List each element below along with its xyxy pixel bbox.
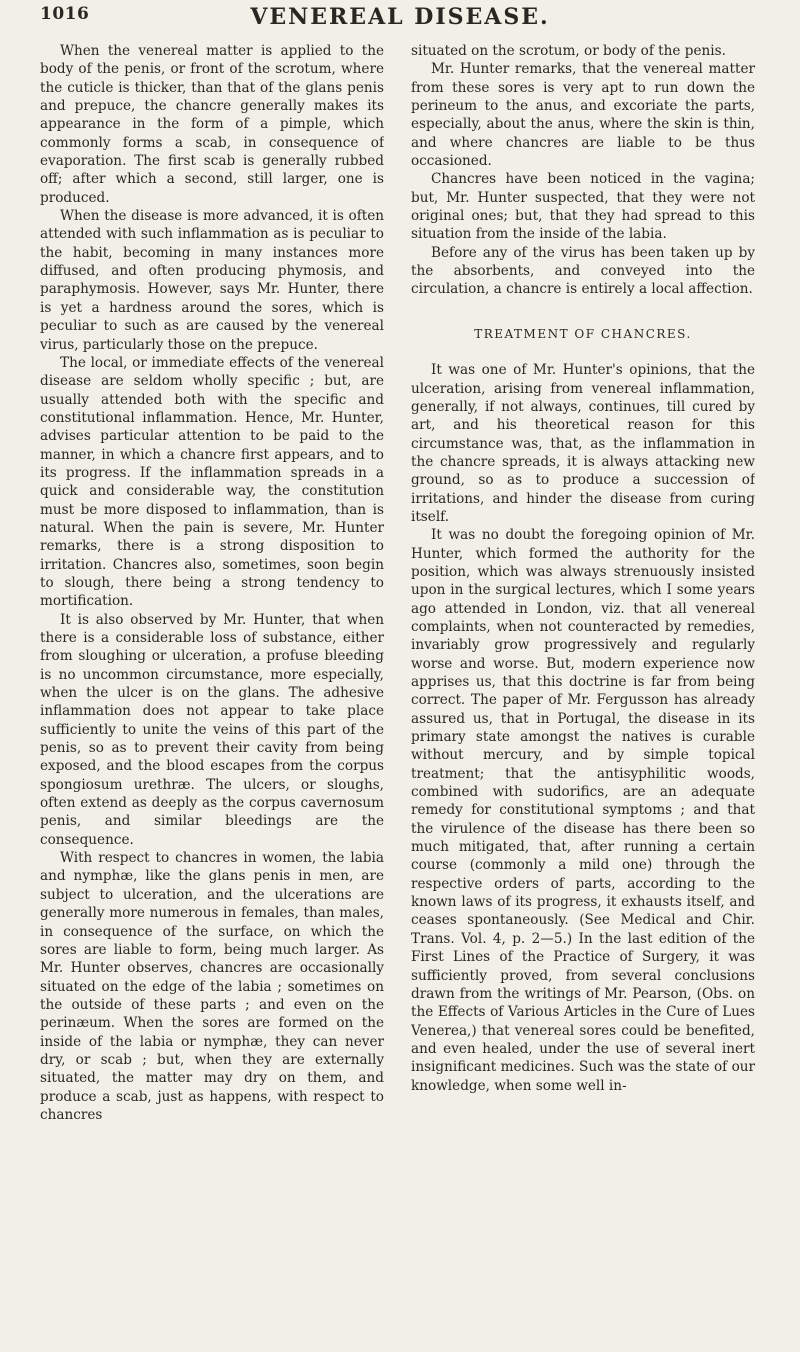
section-heading: TREATMENT OF CHANCRES. [474,326,692,341]
paragraph: When the venereal matter is applied to the body of the penis, or front of the scrotum, where the cuticle is thicker, than that of the glans penis and prepuce, the chancre generally makes its appearance in the form of a pimple, which commonly forms a scab, in consequence of evaporation. The first scab is generally rubbed off; after which a second, still larger, one is produced. [40,43,384,206]
paragraph: With respect to chancres in women, the labia and nymphæ, like the glans penis in men, are subject to ulceration, and the ulcerations are generally more numerous in females, than males, in consequence of the surface, on which the sores are liable to form, being much larger. As Mr. Hunter observes, chancres are occasionally situated on the edge of the labia ; sometimes on the outside of these parts ; and even on the perinæum. When the sores are formed on the inside of the labia or nymphæ, they can never dry, or scab ; but, when they are externally situated, the matter may dry on them, and produce a scab, just as happens, with respect to chancres [40,850,384,1123]
paragraph: Chancres have been noticed in the vagina; but, Mr. Hunter suspected, that they were not original ones; but, that they had spread to this situation from the inside of the labia. [411,171,755,243]
running-head: VENEREAL DISEASE. [250,4,550,30]
paragraph-continued: situated on the scrotum, or body of the penis. [411,43,726,59]
page-number: 1016 [40,4,90,24]
paragraph: It is also observed by Mr. Hunter, that when there is a considerable loss of substance, either from sloughing or ulceration, a profuse bleeding is no uncommon circumstance, more especially, when the ulcer is on the glans. The adhesive inflammation does not appear to take place sufficiently to unite the veins of this part of the penis, so as to prevent their cavity from being exposed, and the blood escapes from the corpus spongiosum urethræ. The ulcers, or sloughs, often extend as deeply as the corpus cavernosum penis, and similar bleedings are the consequence. [40,611,384,848]
paragraph: It was one of Mr. Hunter's opinions, that the ulceration, arising from venereal inflammation, generally, if not always, continues, till cured by art, and his theoretical reason for this circumstance was, that, as the inflammation in the chancre spreads, it is always attacking new ground, so as to produce a succession of irritations, and hinder the disease from curing itself. [411,362,755,525]
paragraph: Mr. Hunter remarks, that the venereal matter from these sores is very apt to run down the perineum to the anus, and excoriate the parts, especially, about the anus, where the skin is thin, and where chancres are liable to be thus occasioned. [411,61,755,170]
paragraph: When the disease is more advanced, it is often attended with such inflammation as is peculiar to the habit, becoming in many instances more diffused, and often producing phymosis, and paraphymosis. However, says Mr. Hunter, there is yet a hardness around the sores, which is peculiar to such as are caused by the venereal virus, particularly those on the prepuce. [40,208,384,353]
paragraph: Before any of the virus has been taken up by the absorbents, and conveyed into the circulation, a chancre is entirely a local affection. [411,244,755,298]
right-column [411,42,755,1348]
paragraph: It was no doubt the foregoing opinion of Mr. Hunter, which formed the authority for the position, which was always strenuously insisted upon in the surgical lectures, which I some years ago attended in London, viz. that all venereal complaints, when not counteracted by remedies, invariably grow progressively and regularly worse and worse. But, modern experience now apprises us, that this doctrine is far from being correct. The paper of Mr. Fergusson has already assured us, that in Portugal, the disease in its primary state amongst the natives is curable without mercury, and by simple topical treatment; that the antisyphilitic woods, combined with sudorifics, are an adequate remedy for constitutional symptoms ; and that the virulence of the disease has there been so much mitigated, that, after running a certain course (commonly a mild one) through the respective orders of parts, according to the known laws of its progress, it exhausts itself, and ceases spontaneously. (See Medical and Chir. Trans. Vol. 4, p. 2—5.) In the last edition of the First Lines of the Practice of Surgery, it was sufficiently proved, from several conclusions drawn from the writings of Mr. Pearson, (Obs. on the Effects of Various Articles in the Cure of Lues Venerea,) that venereal sores could be benefited, and even healed, under the use of several inert insignificant medicines. Such was the state of our knowledge, when some well in- [411,527,755,1094]
paragraph: The local, or immediate effects of the venereal disease are seldom wholly specific ; but, are usually attended both with the specific and constitutional inflammation. Hence, Mr. Hunter, advises particular attention to be paid to the manner, in which a chancre first appears, and to its progress. If the inflammation spreads in a quick and considerable way, the constitution must be more disposed to inflammation, than is natural. When the pain is severe, Mr. Hunter remarks, there is a strong disposition to irritation. Chancres also, sometimes, soon begin to slough, there being a strong tendency to mortification. [40,354,384,610]
page-header [40,4,760,40]
left-column [40,42,384,1348]
